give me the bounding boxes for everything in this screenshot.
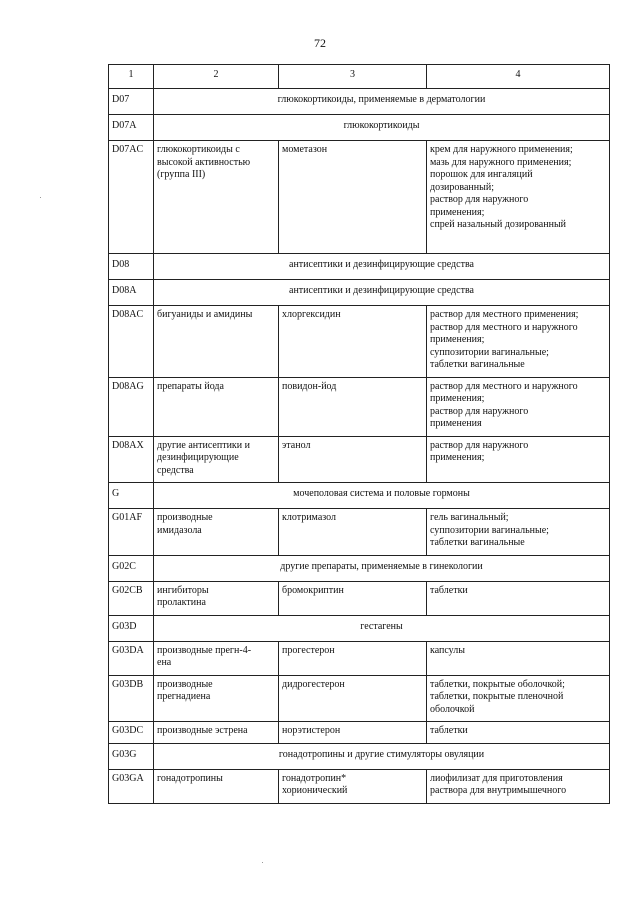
pharmacological-group-cell [154,436,279,483]
header-cell-1: 1 [109,65,154,89]
atc-code-cell: G03DC [109,722,154,744]
dosage-forms-cell [427,581,610,615]
pharmacological-group-line: имидазола [157,524,202,536]
scan-speck [40,197,41,198]
drug-name-cell [279,675,427,722]
drug-name-line: хлоргексидин [282,309,341,320]
pharmacological-group-line: производные прегн-4- [157,644,252,656]
dosage-forms-line: крем для наружного применения; [430,144,573,155]
atc-code-cell: G [109,483,154,509]
pharmacological-group-cell [154,141,279,254]
dosage-forms-line: раствор для местного и наружного [430,321,578,333]
dosage-forms-line: применения; [430,206,485,218]
drug-name-line: гонадотропин* [282,772,347,784]
table-row-item [109,675,610,722]
dosage-forms-line: раствор для наружного [430,439,529,451]
pharmacological-group-cell [154,641,279,675]
dosage-forms-line: раствора для внутримышечного [430,785,567,796]
dosage-forms-line: суппозитории вагинальные; [430,524,549,536]
atc-code-cell: G03GA [109,769,154,803]
dosage-forms-line: таблетки вагинальные [430,537,525,548]
drug-name-cell [279,581,427,615]
header-cell-2: 2 [154,65,279,89]
atc-code-cell: G03D [109,615,154,641]
drug-name-cell [279,769,427,803]
atc-code-cell: D08A [109,280,154,306]
drug-name-cell [279,641,427,675]
dosage-forms-line: таблетки [430,725,468,736]
pharmacological-group-cell [154,769,279,803]
table-body [109,65,610,804]
atc-code-cell: D07AC [109,141,154,254]
pharmacological-group-line: (группа III) [157,169,206,180]
drug-name-cell [279,722,427,744]
dosage-forms-cell [427,377,610,436]
pharmacological-group-cell [154,581,279,615]
atc-code-cell: D07A [109,115,154,141]
dosage-forms-line: капсулы [430,644,465,656]
table-row-item [109,581,610,615]
dosage-forms-line: раствор для местного применения; [430,309,579,320]
dosage-forms-cell [427,306,610,378]
pharmacological-group-line: бигуаниды и амидины [157,309,253,320]
table-row-item [109,722,610,744]
dosage-forms-line: раствор для местного и наружного [430,380,578,392]
drug-name-cell [279,141,427,254]
pharmacological-group-line: другие антисептики и [157,439,250,451]
group-title-cell: гонадотропины и другие стимуляторы овуляции [154,743,610,769]
dosage-forms-line: таблетки [430,584,468,596]
atc-code-cell: G02CB [109,581,154,615]
dosage-forms-line: раствор для наружного [430,405,529,417]
atc-code-cell: G02C [109,555,154,581]
dosage-forms-line: применения [430,418,482,429]
drug-name-cell [279,377,427,436]
dosage-forms-cell [427,675,610,722]
dosage-forms-line: суппозитории вагинальные; [430,346,549,358]
dosage-forms-line: лиофилизат для приготовления [430,772,563,784]
group-title-cell: глюкокортикоиды, применяемые в дерматологии [154,89,610,115]
pharmacological-group-cell [154,306,279,378]
pharmacological-group-line: препараты йода [157,380,224,392]
atc-code-cell: D08AX [109,436,154,483]
header-cell-3: 3 [279,65,427,89]
pharmacological-group-line: гонадотропины [157,772,223,784]
group-title-cell: мочеполовая система и половые гормоны [154,483,610,509]
dosage-forms-cell [427,509,610,556]
dosage-forms-line: спрей назальный дозированный [430,219,567,230]
atc-code-cell: G03DB [109,675,154,722]
pharmacological-group-cell [154,675,279,722]
table-row-group [109,615,610,641]
pharmacological-group-line: ена [157,657,172,668]
table-header-row [109,65,610,89]
drug-name-line: бромокриптин [282,584,344,596]
dosage-forms-line: порошок для ингаляций [430,169,533,180]
pharmacological-group-line: высокой активностью [157,156,251,168]
group-title-cell: антисептики и дезинфицирующие средства [154,280,610,306]
table-row-group [109,555,610,581]
dosage-forms-line: гель вагинальный; [430,512,509,523]
atc-code-cell: D08AC [109,306,154,378]
scan-speck [262,862,263,863]
dosage-forms-line: оболочкой [430,703,475,715]
drug-name-line: повидон-йод [282,380,337,392]
dosage-forms-line: раствор для наружного [430,194,529,205]
atc-code-cell: G03G [109,743,154,769]
header-cell-4: 4 [427,65,610,89]
group-title-cell: антисептики и дезинфицирующие средства [154,254,610,280]
drug-name-cell [279,436,427,483]
atc-code-cell: D08 [109,254,154,280]
dosage-forms-cell [427,769,610,803]
pharmacological-group-line: пролактина [157,597,206,608]
dosage-forms-line: применения; [430,334,485,345]
dosage-forms-line: таблетки вагинальные [430,359,525,370]
pharmacological-group-line: средства [157,464,194,476]
pharmacological-group-cell [154,722,279,744]
table-row-item [109,436,610,483]
dosage-forms-line: таблетки, покрытые оболочкой; [430,678,565,690]
pharmacological-group-line: глюкокортикоиды с [157,144,240,155]
table-row-group [109,254,610,280]
drug-name-line: норэтистерон [282,725,341,736]
drug-name-line: мометазон [282,144,328,155]
drug-name-line: дидрогестерон [282,678,345,690]
dosage-forms-cell [427,436,610,483]
drug-name-line: хорионический [282,785,348,796]
table-row-item [109,141,610,254]
table-row-group [109,280,610,306]
pharmacological-group-line: производные [157,678,213,690]
dosage-forms-cell [427,722,610,744]
dosage-forms-cell [427,641,610,675]
dosage-forms-line: таблетки, покрытые пленочной [430,691,564,702]
drug-name-line: клотримазол [282,512,337,523]
drug-name-cell [279,306,427,378]
pharmacological-group-line: производные эстрена [157,725,248,736]
table-row-item [109,509,610,556]
dosage-forms-cell [427,141,610,254]
atc-code-cell: G01AF [109,509,154,556]
group-title-cell: другие препараты, применяемые в гинекологии [154,555,610,581]
drug-name-line: этанол [282,439,311,451]
pharmacological-group-line: прегнадиена [157,691,211,702]
dosage-forms-line: применения; [430,393,485,404]
table-row-group [109,89,610,115]
drug-name-cell [279,509,427,556]
pharmacological-group-cell [154,377,279,436]
atc-code-cell: D07 [109,89,154,115]
pharmacological-group-line: дезинфицирующие [157,452,239,463]
dosage-forms-line: мазь для наружного применения; [430,156,572,168]
dosage-forms-line: применения; [430,452,485,463]
pharmacological-group-line: производные [157,512,213,523]
drug-classification-table [108,64,610,804]
page-number: 72 [314,36,326,50]
atc-code-cell: D08AG [109,377,154,436]
group-title-cell: гестагены [154,615,610,641]
drug-name-line: прогестерон [282,644,335,656]
table-row-group [109,115,610,141]
dosage-forms-line: дозированный; [430,181,494,193]
group-title-cell: глюкокортикоиды [154,115,610,141]
table-row-group [109,483,610,509]
pharmacological-group-cell [154,509,279,556]
pharmacological-group-line: ингибиторы [157,584,209,596]
table-row-item [109,377,610,436]
table-row-item [109,769,610,803]
table-row-item [109,641,610,675]
table-row-group [109,743,610,769]
atc-code-cell: G03DA [109,641,154,675]
table-row-item [109,306,610,378]
